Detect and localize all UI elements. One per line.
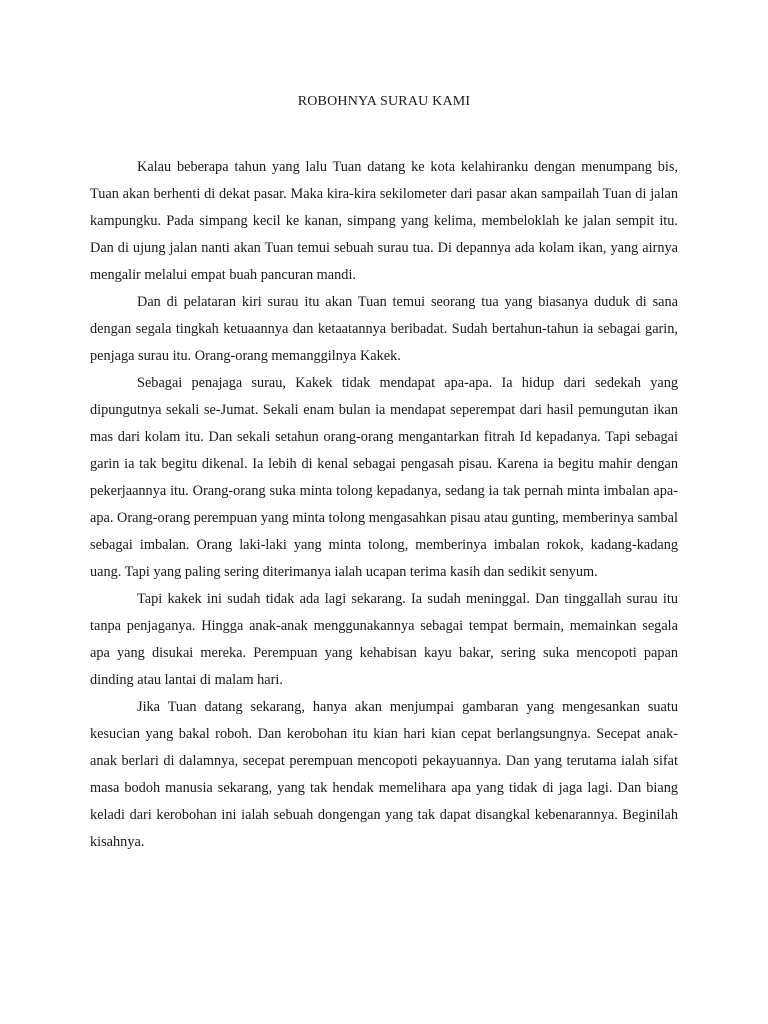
document-title: ROBOHNYA SURAU KAMI — [297, 94, 471, 109]
paragraph-2: Dan di pelataran kiri surau itu akan Tuan temui seorang tua yang biasanya duduk di sana dengan segala tingkah ketuaannya dan ketaatannya beribadat. Sudah bertahun-tahun ia sebagai garin, penjaga surau itu. Orang-orang memanggilnya Kakek. — [90, 294, 678, 364]
paragraph-4: Tapi kakek ini sudah tidak ada lagi sekarang. Ia sudah meninggal. Dan tinggallah surau itu tanpa penjaganya. Hingga anak-anak menggunakannya sebagai tempat bermain, memainkan segala apa yang disukai mereka. Perempuan yang kehabisan kayu bakar, sering suka mencopoti papan dinding atau lantai di malam hari. — [90, 591, 678, 688]
paragraph-3: Sebagai penajaga surau, Kakek tidak mendapat apa-apa. Ia hidup dari sedekah yang dipungutnya sekali se-Jumat. Sekali enam bulan ia mendapat seperempat dari hasil pemungutan ikan mas dari kolam itu. Dan sekali setahun orang-orang mengantarkan fitrah Id kepadanya. Tapi sebagai garin ia tak begitu dikenal. Ia lebih di kenal sebagai pengasah pisau. Karena ia begitu mahir dengan pekerjaannya itu. Orang-orang suka minta tolong kepadanya, sedang ia tak pernah minta imbalan apa-apa. Orang-orang perempuan yang minta tolong mengasahkan pisau atau gunting, memberinya sambal sebagai imbalan. Orang laki-laki yang minta tolong, memberinya imbalan rokok, kadang-kadang uang. Tapi yang paling sering diterimanya ialah ucapan terima kasih dan sedikit senyum. — [90, 375, 678, 580]
paragraph-1: Kalau beberapa tahun yang lalu Tuan datang ke kota kelahiranku dengan menumpang bis, Tuan akan berhenti di dekat pasar. Maka kira-kira sekilometer dari pasar akan sampailah Tuan di jalan kampungku. Pada simpang kecil ke kanan, simpang yang kelima, membeloklah ke jalan sempit itu. Dan di ujung jalan nanti akan Tuan temui sebuah surau tua. Di depannya ada kolam ikan, yang airnya mengalir melalui empat buah pancuran mandi. — [90, 159, 678, 283]
paragraph-5: Jika Tuan datang sekarang, hanya akan menjumpai gambaran yang mengesankan suatu kesucian yang bakal roboh. Dan kerobohan itu kian hari kian cepat berlangsungnya. Secepat anak-anak berlari di dalamnya, secepat perempuan mencopoti pekayuannya. Dan yang terutama ialah sifat masa bodoh manusia sekarang, yang tak hendak memelihara apa yang tidak di jaga lagi. Dan biang keladi dari kerobohan ini ialah sebuah dongengan yang tak dapat disangkal kebenarannya. Beginilah kisahnya. — [90, 699, 678, 850]
